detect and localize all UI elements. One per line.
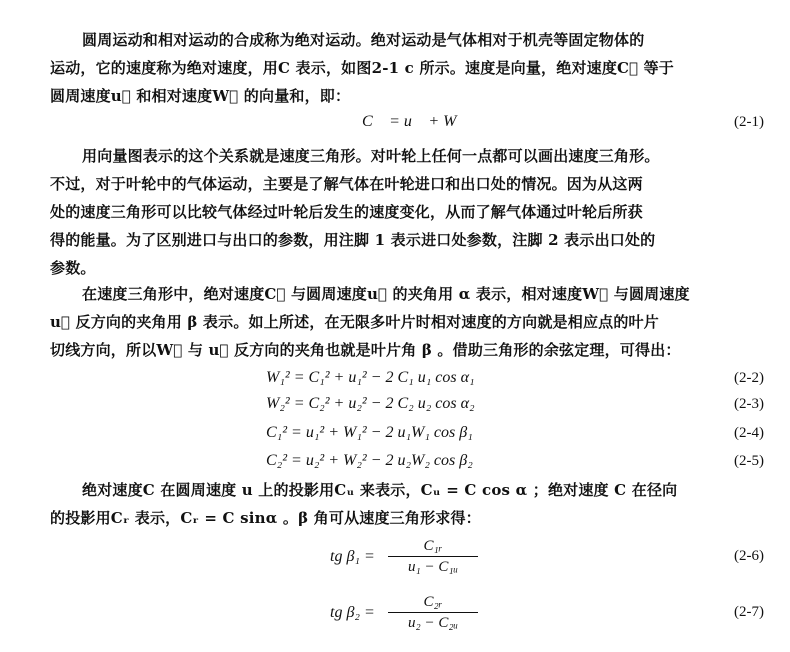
equation-2-6-number: (2-6) <box>734 548 764 564</box>
equation-2-5-number: (2-5) <box>734 453 764 469</box>
equation-2-4-row <box>50 421 764 445</box>
equation-2-1-number: (2-1) <box>734 114 764 130</box>
equation-2-7-denominator: u₂ − C₂ᵤ <box>408 615 458 631</box>
equation-2-5-row <box>50 449 764 473</box>
equation-2-1: C⃗ = u⃗ + W⃗ <box>362 113 469 130</box>
equation-2-1-row <box>50 110 764 134</box>
equation-2-3-row <box>50 392 764 416</box>
paragraph-line-6: 处的速度三角形可以比较气体经过叶轮后发生的速度变化，从而了解气体通过叶轮后所获 <box>50 203 643 221</box>
equation-2-7-fraction <box>388 592 478 633</box>
paragraph-line-5: 不过，对于叶轮中的气体运动，主要是了解气体在叶轮进口和出口处的情况。因为从这两 <box>50 175 643 193</box>
equation-2-4-number: (2-4) <box>734 425 764 441</box>
paragraph-line-10: u⃗ 反方向的夹角用 β 表示。如上所述，在无限多叶片时相对速度的方向就是相应点的叶片 <box>50 313 659 331</box>
paragraph-line-12: 绝对速度C 在圆周速度 u 上的投影用Cᵤ 来表示，Cᵤ = C cos α ；绝对速度 C 在径向 <box>82 481 678 499</box>
paragraph-line-7: 得的能量。为了区别进口与出口的参数，用注脚 1 表示进口处参数，注脚 2 表示出口处的 <box>50 231 656 249</box>
equation-2-7-row <box>50 592 764 636</box>
equation-2-7-numerator: C₂ᵣ <box>388 592 478 613</box>
equation-2-4: C₁² = u₁² + W₁² − 2 u₁W₁ cos β₁ <box>266 424 473 441</box>
paragraph-line-9: 在速度三角形中，绝对速度C⃗ 与圆周速度u⃗ 的夹角用 α 表示，相对速度W⃗ 与圆周速度 <box>82 285 690 303</box>
equation-2-6-numerator: C₁ᵣ <box>388 536 478 557</box>
paragraph-line-13: 的投影用Cᵣ 表示，Cᵣ = C sinα 。β 角可从速度三角形求得： <box>50 509 481 527</box>
equation-2-6-lhs: tg β₁ = <box>330 548 375 565</box>
equation-2-2-row <box>50 366 764 390</box>
equation-2-2: W₁² = C₁² + u₁² − 2 C₁ u₁ cos α₁ <box>266 369 475 386</box>
paragraph-line-11: 切线方向，所以W⃗ 与 u⃗ 反方向的夹角也就是叶片角 β 。借助三角形的余弦定理，可得出： <box>50 341 681 359</box>
equation-2-7-lhs: tg β₂ = <box>330 604 375 621</box>
equation-2-6-row <box>50 536 764 580</box>
paragraph-line-2: 运动，它的速度称为绝对速度，用C 表示，如图2-1 c 所示。速度是向量，绝对速度C⃗ 等于 <box>50 59 675 77</box>
paragraph-line-8: 参数。 <box>50 259 96 277</box>
equation-2-5: C₂² = u₂² + W₂² − 2 u₂W₂ cos β₂ <box>266 452 473 469</box>
paragraph-line-3: 圆周速度u⃗ 和相对速度W⃗ 的向量和，即： <box>50 87 351 105</box>
equation-2-2-number: (2-2) <box>734 370 764 386</box>
paragraph-line-1: 圆周运动和相对运动的合成称为绝对运动。绝对运动是气体相对于机壳等固定物体的 <box>82 31 645 49</box>
equation-2-6-fraction <box>388 536 478 577</box>
equation-2-6-denominator: u₁ − C₁ᵤ <box>408 559 458 575</box>
equation-2-3-number: (2-3) <box>734 396 764 412</box>
equation-2-3: W₂² = C₂² + u₂² − 2 C₂ u₂ cos α₂ <box>266 395 475 412</box>
equation-2-7-number: (2-7) <box>734 604 764 620</box>
paragraph-line-4: 用向量图表示的这个关系就是速度三角形。对叶轮上任何一点都可以画出速度三角形。 <box>82 147 660 165</box>
